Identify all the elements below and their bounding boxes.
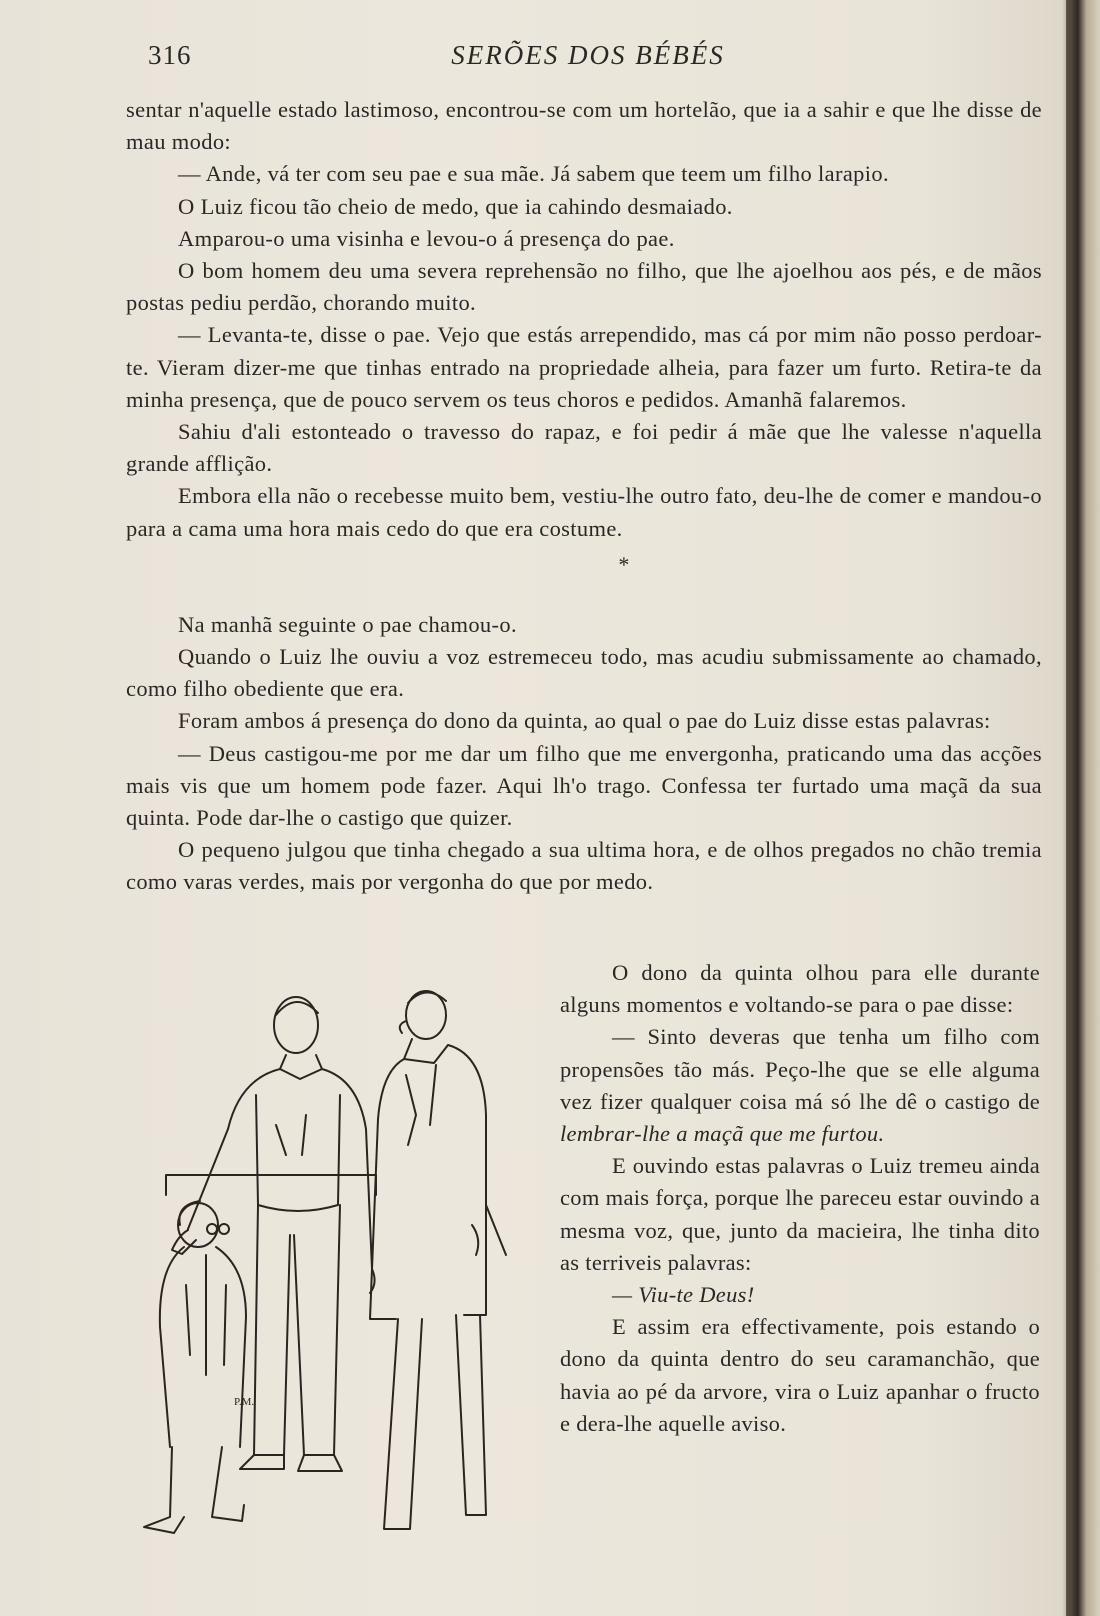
engraving-illustration	[136, 985, 556, 1535]
book-spine-edge	[1066, 0, 1100, 1616]
paragraph: Amparou-o uma visinha e levou-o á presença do pae.	[178, 225, 675, 251]
side-column-text	[560, 957, 1040, 1440]
page-header	[148, 40, 1028, 80]
boy-figure	[144, 1201, 246, 1533]
paragraph: — Ande, vá ter com seu pae e sua mãe. Já sabem que teem um filho larapio.	[178, 161, 889, 187]
paragraph: — Levanta-te, disse o pae. Vejo que estás arrependido, mas cá por mim não posso perdoar-te. Vieram dizer-me que tinhas entrado na propriedade alheia, para fazer um furto. Retira-te da minha presença, que de pouco servem os teus choros e pedidos. Amanhã falaremos.	[126, 322, 1042, 412]
owner-figure	[370, 991, 506, 1529]
paragraph: — Deus castigou-me por me dar um filho que me envergonha, praticando uma das acções mais vis que um homem pode fazer. Aqui lh'o trago. Confessa ter furtado uma maçã da sua quinta. Pode dar-lhe o castigo que quizer.	[126, 740, 1042, 831]
paragraph: Embora ella não o recebesse muito bem, vestiu-lhe outro fato, deu-lhe de comer e mandou-o para a cama uma hora mais cedo do que era costume.	[126, 483, 1042, 541]
father-figure	[172, 997, 375, 1471]
running-title: SERÕES DOS BÉBÉS	[451, 40, 725, 70]
paragraph: E ouvindo estas palavras o Luiz tremeu ainda com mais força, porque lhe pareceu estar ouvindo a mesma voz, que, junto da macieira, lhe tinha dito as terriveis palavras:	[560, 1153, 1040, 1275]
page-shadow	[1062, 0, 1070, 1616]
section-separator: *	[618, 551, 630, 577]
italic-phrase: lembrar-lhe a maçã que me furtou.	[560, 1121, 885, 1147]
speech-text: — Sinto deveras que tenha um filho com propensões tão más. Peço-lhe que se elle alguma vez fizer qualquer coisa má só lhe dê o castigo de	[560, 1024, 1040, 1114]
paragraph: O Luiz ficou tão cheio de medo, que ia cahindo desmaiado.	[178, 193, 733, 219]
paragraph: sentar n'aquelle estado lastimoso, encontrou-se com um hortelão, que ia a sahir e que lhe disse de mau modo:	[126, 97, 1042, 155]
paragraph: O pequeno julgou que tinha chegado a sua ultima hora, e de olhos pregados no chão tremia como varas verdes, mais por vergonha do que por medo.	[126, 837, 1042, 895]
main-text	[126, 94, 1042, 899]
paragraph	[560, 1021, 1040, 1150]
paragraph: E assim era effectivamente, pois estando o dono da quinta dentro do seu caramanchão, que havia ao pé da arvore, vira o Luiz apanhar o fructo e dera-lhe aquelle aviso.	[560, 1314, 1040, 1436]
paragraph: Sahiu d'ali estonteado o travesso do rapaz, e foi pedir á mãe que lhe valesse n'aquella grande afflição.	[126, 419, 1042, 477]
paragraph: O dono da quinta olhou para elle durante alguns momentos e voltando-se para o pae disse:	[560, 960, 1040, 1018]
paragraph: O bom homem deu uma severa reprehensão no filho, que lhe ajoelhou aos pés, e de mãos postas pediu perdão, chorando muito.	[126, 258, 1042, 316]
artist-signature: P.M.	[234, 1396, 255, 1408]
paragraph: — Viu-te Deus!	[612, 1282, 755, 1308]
page-number: 316	[148, 40, 192, 70]
background-bench	[166, 1175, 376, 1195]
paragraph: Na manhã seguinte o pae chamou-o.	[178, 611, 517, 637]
paragraph: Quando o Luiz lhe ouviu a voz estremeceu todo, mas acudiu submissamente ao chamado, como filho obediente que era.	[126, 644, 1042, 702]
paragraph: Foram ambos á presença do dono da quinta, ao qual o pae do Luiz disse estas palavras:	[178, 708, 991, 734]
